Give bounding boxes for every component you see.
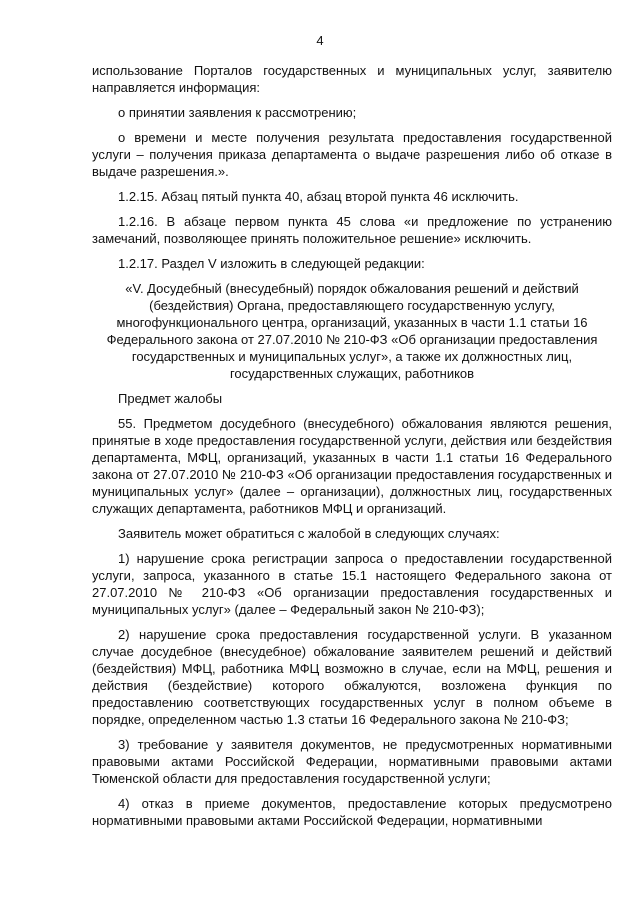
paragraph-list-item: 2) нарушение срока предоставления государственной услуги. В указанном случае досудебное (внесудебное) обжалование заявителем решений и действий (бездействия) МФЦ, работника МФЦ возможно в случае, если на МФЦ, решения и действия (бездействие) которого обжалуются, возложена функция по предоставлению соответствующих государственных услуг в полном объеме в порядке, определенном частью 1.3 статьи 16 Федерального закона № 210-ФЗ;	[92, 627, 612, 727]
paragraph-list-item: о времени и месте получения результата предоставления государственной услуги – получения приказа департамента о выдаче разрешения либо об отказе в выдаче разрешения.».	[92, 130, 612, 179]
document-body	[92, 62, 612, 837]
page-number: 4	[316, 33, 324, 48]
paragraph-amendment: 1.2.16. В абзаце первом пункта 45 слова «и предложение по устранению замечаний, позволяющее принять положительное решение» исключить.	[92, 214, 612, 246]
section-heading: «V. Досудебный (внесудебный) порядок обжалования решений и действий (бездействия) Органа, предоставляющего государственную услугу, многофункционального центра, организаций, указанных в части 1.1 статьи 16 Федерального закона от 27.07.2010 № 210-ФЗ «Об организации предоставления государственных и муниципальных услуг», а также их должностных лиц, государственных служащих, работников	[106, 281, 598, 381]
paragraph-amendment: 1.2.15. Абзац пятый пункта 40, абзац второй пункта 46 исключить.	[118, 189, 519, 204]
paragraph-list-item: о принятии заявления к рассмотрению;	[118, 105, 357, 120]
subsection-heading: Предмет жалобы	[118, 391, 223, 406]
paragraph-list-item: 3) требование у заявителя документов, не предусмотренных нормативными правовыми актами Российской Федерации, нормативными правовыми актами Тюменской области для предоставления государственной услуги;	[92, 737, 612, 786]
paragraph-amendment: 1.2.17. Раздел V изложить в следующей редакции:	[118, 256, 425, 271]
paragraph-clause: 55. Предметом досудебного (внесудебного) обжалования являются решения, принятые в ходе предоставления государственной услуги, действия или бездействия департамента, МФЦ, организаций, указанных в части 1.1 статьи 16 Федерального закона от 27.07.2010 № 210-ФЗ «Об организации предоставления государственных и муниципальных услуг» (далее – организации), должностных лиц, государственных служащих департамента, работников МФЦ и организаций.	[92, 416, 612, 516]
paragraph-clause: Заявитель может обратиться с жалобой в следующих случаях:	[118, 526, 500, 541]
paragraph-list-item: 4) отказ в приеме документов, предоставление которых предусмотрено нормативными правовыми актами Российской Федерации, нормативными	[92, 796, 612, 828]
paragraph-list-item: 1) нарушение срока регистрации запроса о предоставлении государственной услуги, запроса, указанного в статье 15.1 настоящего Федерального закона от 27.07.2010 № 210-ФЗ «Об организации предоставления государственных и муниципальных услуг» (далее – Федеральный закон № 210-ФЗ);	[92, 551, 612, 617]
paragraph-continuation: использование Порталов государственных и муниципальных услуг, заявителю направляется информация:	[92, 63, 612, 95]
